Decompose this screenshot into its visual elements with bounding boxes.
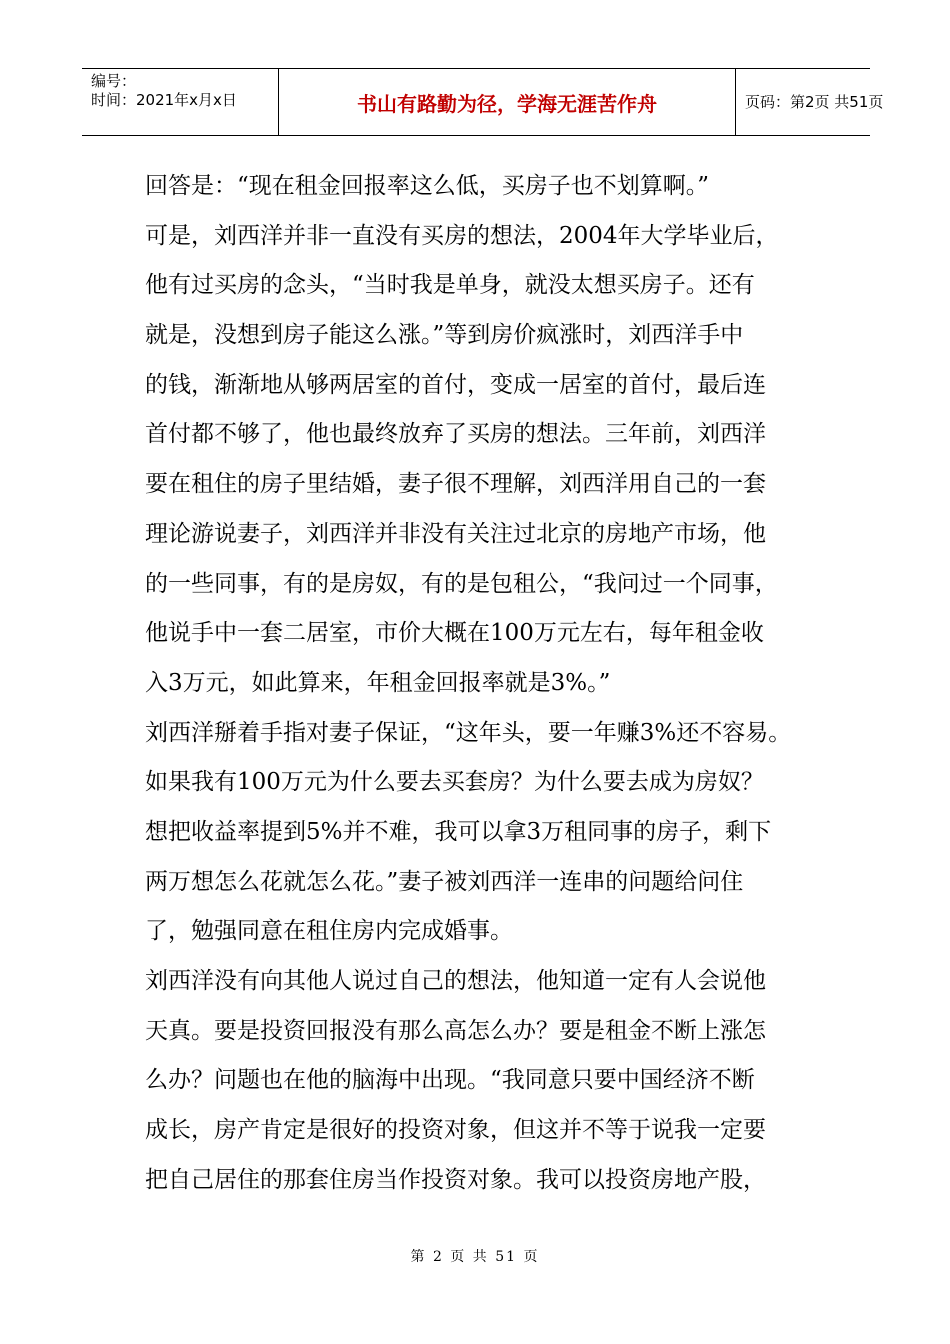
text-line: 刘西洋掰着手指对妻子保证，“这年头，要一年赚3%还不容易。 [145, 719, 792, 746]
text-line: 如果我有100万元为什么要去买套房？为什么要去成为房奴？ [145, 769, 764, 796]
text-line: 想把收益率提到5%并不难，我可以拿3万租同事的房子，剩下 [145, 818, 772, 845]
text-line: 入3万元，如此算来，年租金回报率就是3%。” [145, 669, 611, 696]
text-line: 了，勉强同意在租住房内完成婚事。 [145, 918, 513, 945]
text-line: 么办？问题也在他的脑海中出现。“我同意只要中国经济不断 [145, 1067, 755, 1094]
text-line: 就是，没想到房子能这么涨。”等到房价疯涨时，刘西洋手中 [145, 322, 744, 349]
text-line: 刘西洋没有向其他人说过自己的想法，他知道一定有人会说他 [145, 968, 766, 994]
text-line: 回答是：“现在租金回报率这么低，买房子也不划算啊。” [145, 173, 710, 199]
header-meta-cell [82, 69, 279, 135]
text-line: 要在租住的房子里结婚，妻子很不理解，刘西洋用自己的一套 [145, 471, 766, 498]
text-line: 的钱，渐渐地从够两居室的首付，变成一居室的首付，最后连 [145, 371, 766, 398]
document-number-label: 编号： [91, 72, 137, 90]
text-line: 把自己居住的那套住房当作投资对象。我可以投资房地产股， [145, 1166, 766, 1193]
header-page-info: 页码：第2页 共51页 [745, 93, 884, 111]
page-footer: 第 2 页 共 51 页 [410, 1249, 540, 1265]
page-header [82, 68, 884, 136]
text-line: 他说手中一套二居室，市价大概在100万元左右，每年租金收 [145, 620, 764, 647]
text-line: 理论游说妻子，刘西洋并非没有关注过北京的房地产市场，他 [145, 520, 766, 547]
document-body [145, 162, 835, 1205]
text-line: 首付都不够了，他也最终放弃了买房的想法。三年前，刘西洋 [145, 421, 766, 448]
text-line: 可是，刘西洋并非一直没有买房的想法，2004年大学毕业后， [145, 222, 779, 249]
text-line: 成长，房产肯定是很好的投资对象，但这并不等于说我一定要 [145, 1117, 766, 1144]
text-line: 两万想怎么花就怎么花。”妻子被刘西洋一连串的问题给问住 [145, 868, 744, 895]
header-page-cell [736, 69, 884, 135]
header-motto-cell [279, 69, 736, 135]
header-motto: 书山有路勤为径，学海无涯苦作舟 [357, 92, 657, 116]
text-line: 的一些同事，有的是房奴，有的是包租公，“我问过一个同事， [145, 570, 778, 597]
text-line: 天真。要是投资回报没有那么高怎么办？要是租金不断上涨怎 [145, 1017, 766, 1044]
document-date: 时间：2021年x月x日 [91, 91, 237, 109]
text-line: 他有过买房的念头，“当时我是单身，就没太想买房子。还有 [145, 272, 755, 299]
